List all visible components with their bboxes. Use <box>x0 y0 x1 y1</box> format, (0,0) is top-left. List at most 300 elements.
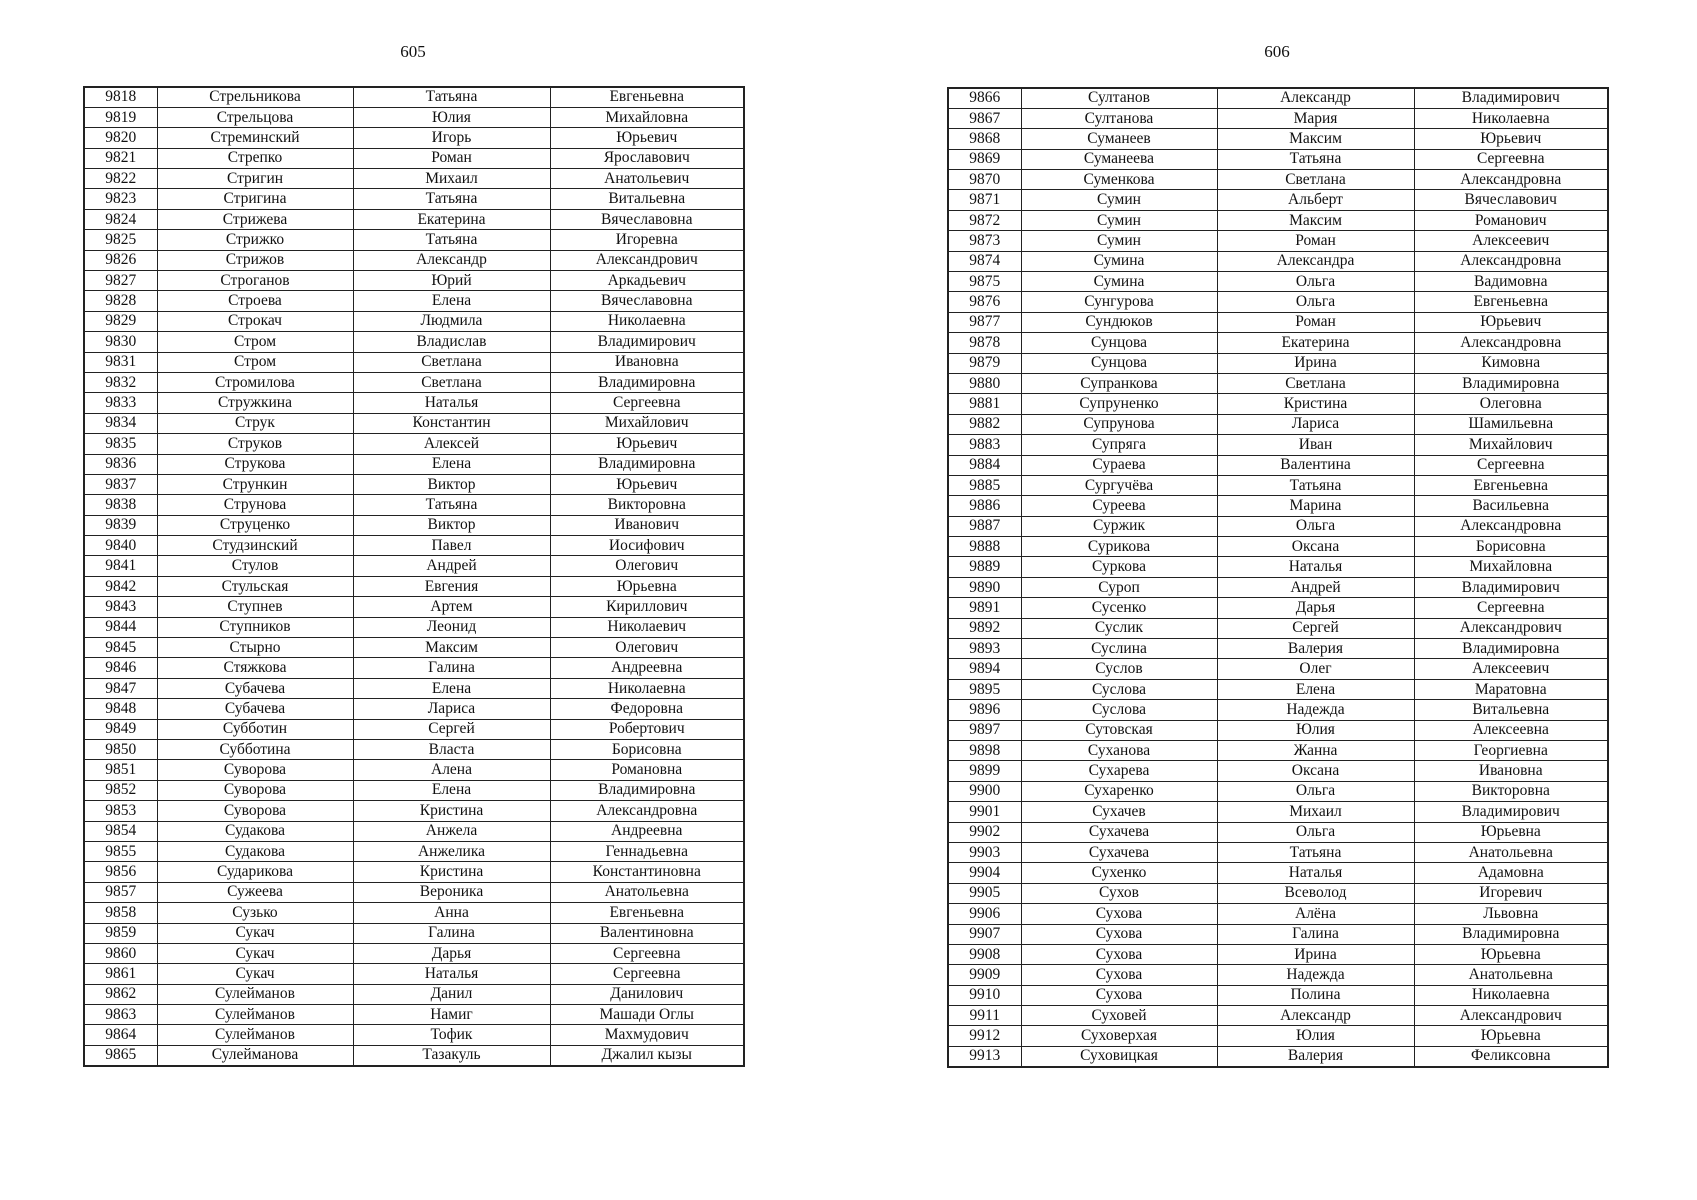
table-row <box>84 740 744 760</box>
surname-cell: Суроп <box>1021 577 1217 597</box>
surname-cell: Сухенко <box>1021 863 1217 883</box>
page-number: 606 <box>1264 42 1290 61</box>
first-name-cell: Альберт <box>1217 190 1414 210</box>
first-name-cell: Роман <box>1217 231 1414 251</box>
table-row <box>84 271 744 291</box>
surname-cell: Сунгурова <box>1021 292 1217 312</box>
surname-cell: Суворова <box>157 760 353 780</box>
first-name-cell: Ольга <box>1217 516 1414 536</box>
page-left <box>83 0 743 1200</box>
patronymic-cell: Юрьевич <box>550 474 744 494</box>
table-row <box>948 537 1608 557</box>
row-number: 9849 <box>84 719 157 739</box>
surname-cell: Судакова <box>157 841 353 861</box>
table-row <box>948 516 1608 536</box>
table-row <box>84 209 744 229</box>
row-number: 9819 <box>84 107 157 127</box>
surname-cell: Сухова <box>1021 904 1217 924</box>
row-number: 9858 <box>84 903 157 923</box>
patronymic-cell: Игоревич <box>1414 883 1608 903</box>
table-row <box>948 210 1608 230</box>
first-name-cell: Дарья <box>1217 598 1414 618</box>
first-name-cell: Татьяна <box>1217 149 1414 169</box>
first-name-cell: Екатерина <box>353 209 550 229</box>
first-name-cell: Елена <box>353 780 550 800</box>
row-number: 9828 <box>84 291 157 311</box>
surname-cell: Струкова <box>157 454 353 474</box>
patronymic-cell: Иванович <box>550 515 744 535</box>
row-number: 9857 <box>84 882 157 902</box>
first-name-cell: Анжела <box>353 821 550 841</box>
surname-cell: Супранкова <box>1021 373 1217 393</box>
first-name-cell: Александр <box>353 250 550 270</box>
row-number: 9908 <box>948 944 1021 964</box>
row-number: 9881 <box>948 394 1021 414</box>
patronymic-cell: Евгеньевна <box>1414 292 1608 312</box>
table-row <box>948 985 1608 1005</box>
table-row <box>84 801 744 821</box>
surname-cell: Суманеева <box>1021 149 1217 169</box>
surname-cell: Сукач <box>157 923 353 943</box>
row-number: 9844 <box>84 617 157 637</box>
first-name-cell: Юлия <box>1217 1026 1414 1046</box>
surname-cell: Сумин <box>1021 190 1217 210</box>
patronymic-cell: Шамильевна <box>1414 414 1608 434</box>
row-number: 9901 <box>948 802 1021 822</box>
first-name-cell: Татьяна <box>1217 475 1414 495</box>
row-number: 9847 <box>84 678 157 698</box>
table-row <box>948 924 1608 944</box>
table-row <box>948 904 1608 924</box>
table-row <box>948 496 1608 516</box>
patronymic-cell: Вячеславовна <box>550 291 744 311</box>
row-number: 9827 <box>84 271 157 291</box>
patronymic-cell: Александрович <box>550 250 744 270</box>
patronymic-cell: Николаевна <box>1414 985 1608 1005</box>
patronymic-cell: Михайлович <box>550 413 744 433</box>
surname-cell: Строганов <box>157 271 353 291</box>
surname-cell: Сукач <box>157 964 353 984</box>
row-number: 9848 <box>84 699 157 719</box>
first-name-cell: Роман <box>353 148 550 168</box>
table-row <box>84 1005 744 1025</box>
surname-cell: Ступников <box>157 617 353 637</box>
first-name-cell: Оксана <box>1217 537 1414 557</box>
row-number: 9869 <box>948 149 1021 169</box>
patronymic-cell: Евгеньевна <box>550 87 744 107</box>
table-row <box>84 434 744 454</box>
table-row <box>948 414 1608 434</box>
surname-cell: Строкач <box>157 311 353 331</box>
row-number: 9893 <box>948 639 1021 659</box>
first-name-cell: Намиг <box>353 1005 550 1025</box>
surname-cell: Сухова <box>1021 944 1217 964</box>
table-row <box>84 332 744 352</box>
row-number: 9909 <box>948 965 1021 985</box>
surname-cell: Струнова <box>157 495 353 515</box>
table-row <box>948 720 1608 740</box>
surname-cell: Сумин <box>1021 231 1217 251</box>
row-number: 9898 <box>948 741 1021 761</box>
patronymic-cell: Ивановна <box>1414 761 1608 781</box>
patronymic-cell: Владимирович <box>1414 802 1608 822</box>
surname-cell: Суворова <box>157 801 353 821</box>
row-number: 9852 <box>84 780 157 800</box>
row-number: 9866 <box>948 88 1021 108</box>
patronymic-cell: Вячеславович <box>1414 190 1608 210</box>
patronymic-cell: Александровна <box>1414 333 1608 353</box>
surname-cell: Строева <box>157 291 353 311</box>
first-name-cell: Юрий <box>353 271 550 291</box>
surname-cell: Сунцова <box>1021 333 1217 353</box>
surname-cell: Струк <box>157 413 353 433</box>
first-name-cell: Ольга <box>1217 781 1414 801</box>
surname-cell: Суржик <box>1021 516 1217 536</box>
patronymic-cell: Николаевич <box>550 617 744 637</box>
surname-cell: Стреминский <box>157 128 353 148</box>
row-number: 9891 <box>948 598 1021 618</box>
table-row <box>84 617 744 637</box>
patronymic-cell: Михайловна <box>550 107 744 127</box>
patronymic-cell: Борисовна <box>1414 537 1608 557</box>
row-number: 9861 <box>84 964 157 984</box>
row-number: 9841 <box>84 556 157 576</box>
row-number: 9884 <box>948 455 1021 475</box>
table-row <box>948 741 1608 761</box>
first-name-cell: Надежда <box>1217 700 1414 720</box>
first-name-cell: Галина <box>353 923 550 943</box>
first-name-cell: Наталья <box>353 393 550 413</box>
table-row <box>948 822 1608 842</box>
first-name-cell: Андрей <box>353 556 550 576</box>
first-name-cell: Валентина <box>1217 455 1414 475</box>
first-name-cell: Екатерина <box>1217 333 1414 353</box>
surname-cell: Сухов <box>1021 883 1217 903</box>
patronymic-cell: Ивановна <box>550 352 744 372</box>
patronymic-cell: Владимировна <box>550 372 744 392</box>
patronymic-cell: Юрьевна <box>1414 822 1608 842</box>
row-number: 9818 <box>84 87 157 107</box>
first-name-cell: Тазакуль <box>353 1045 550 1065</box>
table-row <box>84 189 744 209</box>
patronymic-cell: Вячеславовна <box>550 209 744 229</box>
patronymic-cell: Юрьевна <box>1414 1026 1608 1046</box>
surname-cell: Султанов <box>1021 88 1217 108</box>
surname-cell: Сураева <box>1021 455 1217 475</box>
page-number: 605 <box>400 42 426 61</box>
surname-cell: Стульская <box>157 576 353 596</box>
table-row <box>948 618 1608 638</box>
first-name-cell: Иван <box>1217 435 1414 455</box>
table-row <box>948 251 1608 271</box>
surname-cell: Стрижов <box>157 250 353 270</box>
first-name-cell: Михаил <box>353 169 550 189</box>
table-row <box>84 107 744 127</box>
row-number: 9840 <box>84 536 157 556</box>
first-name-cell: Вероника <box>353 882 550 902</box>
first-name-cell: Алена <box>353 760 550 780</box>
row-number: 9883 <box>948 435 1021 455</box>
first-name-cell: Наталья <box>353 964 550 984</box>
row-number: 9913 <box>948 1046 1021 1066</box>
patronymic-cell: Игоревна <box>550 230 744 250</box>
row-number: 9910 <box>948 985 1021 1005</box>
surname-cell: Стригина <box>157 189 353 209</box>
row-number: 9845 <box>84 638 157 658</box>
row-number: 9889 <box>948 557 1021 577</box>
first-name-cell: Валерия <box>1217 1046 1414 1066</box>
table-row <box>84 760 744 780</box>
table-row <box>84 495 744 515</box>
first-name-cell: Елена <box>353 291 550 311</box>
patronymic-cell: Михайлович <box>1414 435 1608 455</box>
surname-cell: Сухова <box>1021 985 1217 1005</box>
patronymic-cell: Юрьевич <box>550 434 744 454</box>
table-row <box>948 272 1608 292</box>
surname-cell: Суслова <box>1021 700 1217 720</box>
table-row <box>948 577 1608 597</box>
patronymic-cell: Адамовна <box>1414 863 1608 883</box>
row-number: 9860 <box>84 943 157 963</box>
surname-cell: Сундюков <box>1021 312 1217 332</box>
surname-cell: Сухова <box>1021 924 1217 944</box>
table-row <box>948 883 1608 903</box>
row-number: 9885 <box>948 475 1021 495</box>
table-row <box>84 780 744 800</box>
table-row <box>948 1006 1608 1026</box>
row-number: 9888 <box>948 537 1021 557</box>
surname-cell: Суслина <box>1021 639 1217 659</box>
table-row <box>948 842 1608 862</box>
first-name-cell: Тофик <box>353 1025 550 1045</box>
patronymic-cell: Владимировна <box>550 780 744 800</box>
table-row <box>84 536 744 556</box>
row-number: 9834 <box>84 413 157 433</box>
table-row <box>948 149 1608 169</box>
patronymic-cell: Викторовна <box>1414 781 1608 801</box>
surname-cell: Стром <box>157 332 353 352</box>
table-row <box>84 372 744 392</box>
surname-cell: Струценко <box>157 515 353 535</box>
row-number: 9823 <box>84 189 157 209</box>
row-number: 9859 <box>84 923 157 943</box>
table-row <box>948 598 1608 618</box>
row-number: 9853 <box>84 801 157 821</box>
patronymic-cell: Сергеевна <box>550 964 744 984</box>
first-name-cell: Юлия <box>1217 720 1414 740</box>
first-name-cell: Жанна <box>1217 741 1414 761</box>
row-number: 9864 <box>84 1025 157 1045</box>
patronymic-cell: Алексеевич <box>1414 231 1608 251</box>
first-name-cell: Елена <box>353 454 550 474</box>
surname-cell: Стрункин <box>157 474 353 494</box>
row-number: 9875 <box>948 272 1021 292</box>
table-row <box>84 1045 744 1065</box>
row-number: 9912 <box>948 1026 1021 1046</box>
surname-cell: Суманеев <box>1021 129 1217 149</box>
first-name-cell: Полина <box>1217 985 1414 1005</box>
row-number: 9829 <box>84 311 157 331</box>
table-row <box>84 393 744 413</box>
surname-cell: Стяжкова <box>157 658 353 678</box>
table-row <box>84 984 744 1004</box>
first-name-cell: Кристина <box>353 801 550 821</box>
first-name-cell: Марина <box>1217 496 1414 516</box>
table-row <box>948 965 1608 985</box>
first-name-cell: Светлана <box>353 372 550 392</box>
surname-cell: Стрижева <box>157 209 353 229</box>
surname-cell: Стрижко <box>157 230 353 250</box>
table-row <box>84 413 744 433</box>
first-name-cell: Надежда <box>1217 965 1414 985</box>
row-number: 9835 <box>84 434 157 454</box>
row-number: 9876 <box>948 292 1021 312</box>
first-name-cell: Владислав <box>353 332 550 352</box>
table-row <box>948 190 1608 210</box>
surname-cell: Сузько <box>157 903 353 923</box>
patronymic-cell: Сергеевна <box>550 393 744 413</box>
surname-cell: Суменкова <box>1021 170 1217 190</box>
first-name-cell: Олег <box>1217 659 1414 679</box>
first-name-cell: Михаил <box>1217 802 1414 822</box>
row-number: 9903 <box>948 842 1021 862</box>
table-row <box>948 333 1608 353</box>
patronymic-cell: Андреевна <box>550 658 744 678</box>
patronymic-cell: Борисовна <box>550 740 744 760</box>
patronymic-cell: Николаевна <box>550 311 744 331</box>
first-name-cell: Наталья <box>1217 863 1414 883</box>
patronymic-cell: Владимировна <box>1414 639 1608 659</box>
table-row <box>84 291 744 311</box>
row-number: 9855 <box>84 841 157 861</box>
row-number: 9902 <box>948 822 1021 842</box>
table-row <box>948 781 1608 801</box>
surname-cell: Сухова <box>1021 965 1217 985</box>
first-name-cell: Лариса <box>353 699 550 719</box>
patronymic-cell: Владимировна <box>1414 924 1608 944</box>
surname-cell: Суслик <box>1021 618 1217 638</box>
row-number: 9839 <box>84 515 157 535</box>
surname-cell: Сумин <box>1021 210 1217 230</box>
table-row <box>948 700 1608 720</box>
table-row <box>948 475 1608 495</box>
row-number: 9879 <box>948 353 1021 373</box>
first-name-cell: Евгения <box>353 576 550 596</box>
surname-cell: Стром <box>157 352 353 372</box>
row-number: 9911 <box>948 1006 1021 1026</box>
patronymic-cell: Аркадьевич <box>550 271 744 291</box>
surname-cell: Супряга <box>1021 435 1217 455</box>
first-name-cell: Ольга <box>1217 822 1414 842</box>
first-name-cell: Алексей <box>353 434 550 454</box>
surname-cell: Сулейманова <box>157 1045 353 1065</box>
surname-cell: Сурикова <box>1021 537 1217 557</box>
patronymic-cell: Махмудович <box>550 1025 744 1045</box>
patronymic-cell: Ярославович <box>550 148 744 168</box>
patronymic-cell: Александрович <box>1414 618 1608 638</box>
first-name-cell: Анна <box>353 903 550 923</box>
row-number: 9836 <box>84 454 157 474</box>
row-number: 9907 <box>948 924 1021 944</box>
first-name-cell: Артем <box>353 597 550 617</box>
table-row <box>84 311 744 331</box>
table-row <box>84 576 744 596</box>
table-row <box>84 556 744 576</box>
first-name-cell: Константин <box>353 413 550 433</box>
row-number: 9863 <box>84 1005 157 1025</box>
first-name-cell: Галина <box>353 658 550 678</box>
row-number: 9882 <box>948 414 1021 434</box>
first-name-cell: Данил <box>353 984 550 1004</box>
registry-table <box>947 87 1609 1068</box>
first-name-cell: Максим <box>1217 210 1414 230</box>
table-row <box>948 394 1608 414</box>
patronymic-cell: Романовна <box>550 760 744 780</box>
patronymic-cell: Владимирович <box>1414 577 1608 597</box>
surname-cell: Супрунова <box>1021 414 1217 434</box>
patronymic-cell: Витальевна <box>1414 700 1608 720</box>
surname-cell: Сухарева <box>1021 761 1217 781</box>
patronymic-cell: Витальевна <box>550 189 744 209</box>
surname-cell: Суркова <box>1021 557 1217 577</box>
row-number: 9892 <box>948 618 1021 638</box>
first-name-cell: Алёна <box>1217 904 1414 924</box>
patronymic-cell: Васильевна <box>1414 496 1608 516</box>
surname-cell: Суслов <box>1021 659 1217 679</box>
row-number: 9868 <box>948 129 1021 149</box>
table-row <box>84 638 744 658</box>
row-number: 9824 <box>84 209 157 229</box>
first-name-cell: Людмила <box>353 311 550 331</box>
patronymic-cell: Александровна <box>1414 251 1608 271</box>
row-number: 9846 <box>84 658 157 678</box>
row-number: 9894 <box>948 659 1021 679</box>
first-name-cell: Павел <box>353 536 550 556</box>
table-row <box>84 474 744 494</box>
first-name-cell: Юлия <box>353 107 550 127</box>
surname-cell: Сухачев <box>1021 802 1217 822</box>
first-name-cell: Максим <box>1217 129 1414 149</box>
surname-cell: Стулов <box>157 556 353 576</box>
first-name-cell: Всеволод <box>1217 883 1414 903</box>
table-row <box>948 659 1608 679</box>
table-row <box>948 761 1608 781</box>
patronymic-cell: Анатольевич <box>550 169 744 189</box>
table-row <box>84 515 744 535</box>
table-row <box>84 597 744 617</box>
surname-cell: Стрельникова <box>157 87 353 107</box>
row-number: 9832 <box>84 372 157 392</box>
first-name-cell: Роман <box>1217 312 1414 332</box>
table-row <box>84 719 744 739</box>
row-number: 9874 <box>948 251 1021 271</box>
table-row <box>84 882 744 902</box>
first-name-cell: Леонид <box>353 617 550 637</box>
patronymic-cell: Николаевна <box>550 678 744 698</box>
patronymic-cell: Евгеньевна <box>1414 475 1608 495</box>
patronymic-cell: Данилович <box>550 984 744 1004</box>
patronymic-cell: Геннадьевна <box>550 841 744 861</box>
patronymic-cell: Анатольевна <box>1414 842 1608 862</box>
table-row <box>84 128 744 148</box>
surname-cell: Субачева <box>157 678 353 698</box>
first-name-cell: Андрей <box>1217 577 1414 597</box>
row-number: 9886 <box>948 496 1021 516</box>
patronymic-cell: Владимирович <box>550 332 744 352</box>
row-number: 9878 <box>948 333 1021 353</box>
first-name-cell: Татьяна <box>353 230 550 250</box>
patronymic-cell: Георгиевна <box>1414 741 1608 761</box>
